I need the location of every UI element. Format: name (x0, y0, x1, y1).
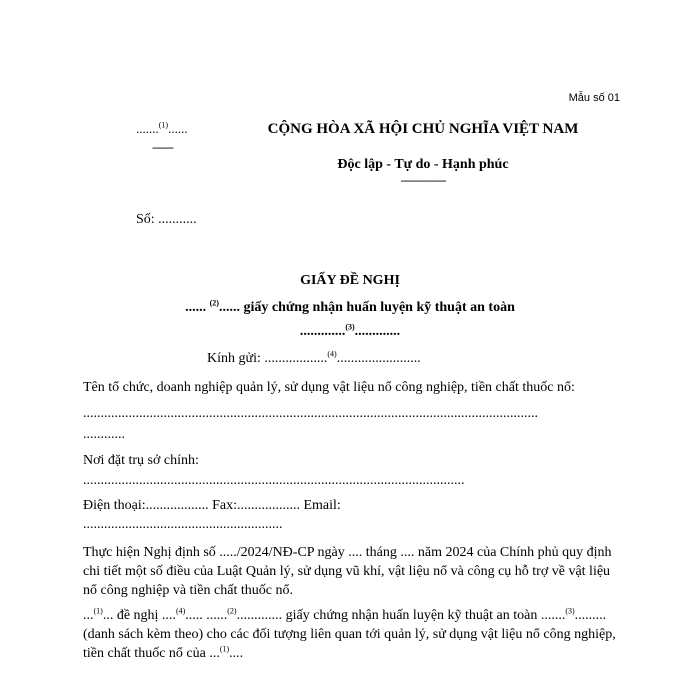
title-line-1-suffix: ...... giấy chứng nhận huấn luyện kỹ thuật an toàn (218, 300, 515, 315)
recipient-suffix: ........................ (336, 351, 421, 366)
org-prefix: ....... (136, 121, 159, 136)
footnote-marker: (2) (227, 606, 237, 616)
contact-fill-line: ......................................................... (83, 517, 283, 532)
recipient-line (207, 351, 421, 367)
national-motto: Độc lập - Tự do - Hạnh phúc (337, 157, 509, 172)
organization-placeholder (136, 121, 188, 137)
contact-line: Điện thoại:.................. Fax:.................. Email: (83, 498, 341, 513)
org-divider: ------- (152, 140, 173, 154)
footnote-marker: (4) (175, 606, 186, 616)
document-number: Số: ........... (136, 212, 197, 227)
request-text: ... đề nghị .... (102, 608, 176, 623)
organization-label: Tên tổ chức, doanh nghiệp quản lý, sử dụng vật liệu nổ công nghiệp, tiền chất thuốc nổ: (83, 380, 575, 395)
footnote-marker: (1) (93, 606, 103, 616)
footnote-marker: (1) (219, 644, 230, 654)
legal-basis-paragraph: Thực hiện Nghị định số ...../2024/NĐ-CP ngày .... tháng .... năm 2024 của Chính phủ quy định chi tiết một số điều của Luật Quản lý, sử dụng vũ khí, vật liệu nổ và công cụ hỗ trợ về vật liệu nổ công nghiệp và tiền chất thuốc nổ. (83, 545, 612, 598)
footnote-marker: (3) (345, 322, 355, 332)
request-text: ......... (danh sách kèm theo) cho các đối tượng liên quan tới quản lý, sử dụng vật liệu nổ công nghiệp, tiền chất thuốc nổ của ... (83, 608, 616, 661)
motto-divider: --------------- (400, 173, 446, 187)
organization-fill-line-2: ............ (83, 427, 125, 442)
office-label: Nơi đặt trụ sở chính: (83, 453, 199, 468)
form-number: Mẫu số 01 (568, 92, 620, 104)
office-fill-line: ............................................................................................................. (83, 473, 465, 488)
title-line-1-prefix: ...... (185, 300, 210, 315)
title-line-2 (0, 324, 700, 340)
org-suffix: ...... (168, 121, 188, 136)
request-text: ..... ...... (185, 608, 228, 623)
footnote-marker: (3) (565, 606, 575, 616)
document-title: GIẤY ĐỀ NGHỊ (300, 273, 400, 288)
request-text: ............. giấy chứng nhận huấn luyện kỹ thuật an toàn ....... (236, 608, 566, 623)
recipient-prefix: Kính gửi: .................. (207, 351, 328, 366)
title-line-2-prefix: ............. (299, 324, 346, 339)
request-paragraph (83, 606, 618, 663)
footnote-marker: (1) (158, 120, 169, 130)
request-text: .... (229, 646, 244, 661)
title-line-2-suffix: ............. (354, 324, 401, 339)
footnote-marker: (4) (327, 349, 337, 359)
national-title: CỘNG HÒA XÃ HỘI CHỦ NGHĨA VIỆT NAM (267, 121, 579, 137)
footnote-marker: (2) (209, 298, 219, 308)
organization-fill-line: .................................................................................................................................. (83, 406, 538, 421)
title-line-1 (0, 300, 700, 316)
request-text: ... (83, 608, 94, 623)
